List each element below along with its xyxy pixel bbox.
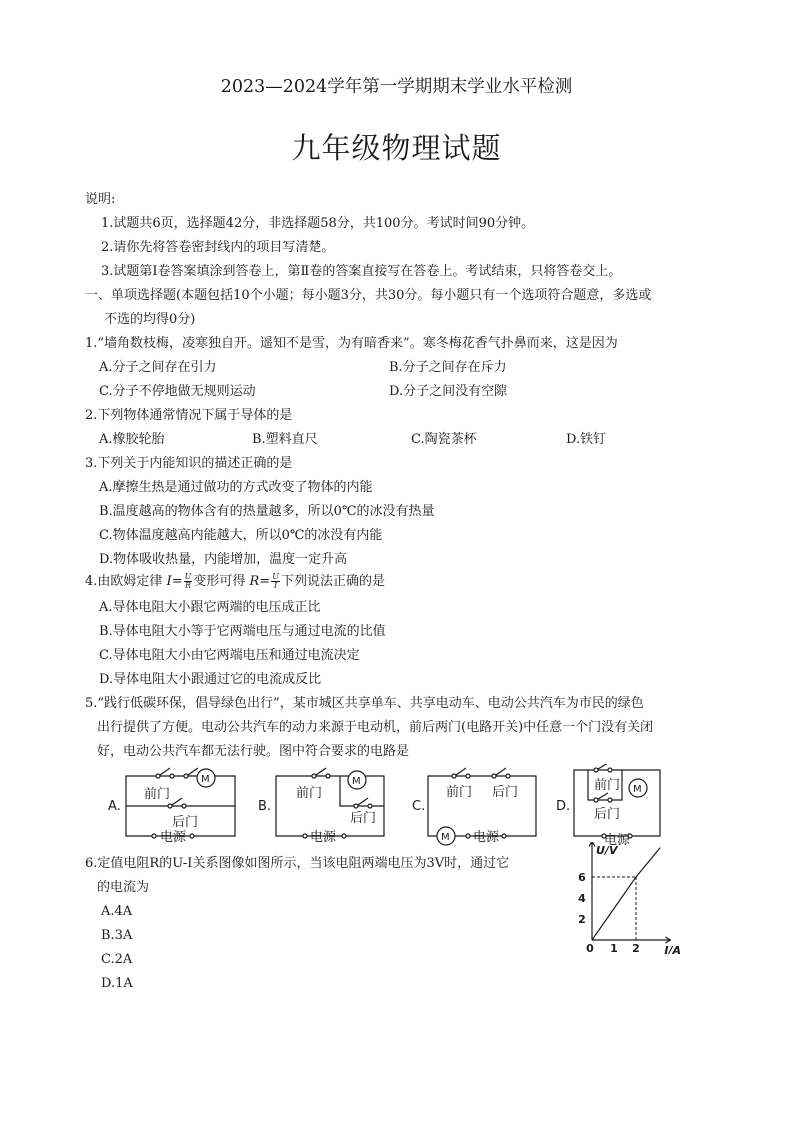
question-4-stem: 4.由欧姆定律 I= $\frac{U}{R}$ 变形可得 R= $\frac{U}{I}$ 下列说法正确的是 [85, 572, 385, 590]
q4-option-c: C.导体电阻大小由它两端电压和通过电流决定 [99, 648, 360, 663]
motor-label: M [441, 832, 450, 843]
q2-option-d: D.铁钉 [566, 432, 607, 447]
q4-option-a: A.导体电阻大小跟它两端的电压成正比 [99, 600, 321, 615]
q6-option-c: C.2A [101, 952, 133, 967]
q4-option-d: D.导体电阻大小跟通过它的电流成反比 [99, 672, 322, 687]
q2-option-c: C.陶瓷茶杯 [411, 432, 477, 447]
q2-option-a: A.橡胶轮胎 [99, 432, 165, 447]
question-2-stem: 2.下列物体通常情况下属于导体的是 [85, 408, 293, 423]
q3-option-c: C.物体温度越高内能越大，所以0℃的冰没有内能 [99, 528, 383, 543]
section-heading: 一、单项选择题(本题包括10个小题；每小题3分，共30分。每小题只有一个选项符合题意，多选或 [85, 288, 652, 303]
power-label: 电源 [604, 833, 631, 848]
question-5-stem-cont: 好，电动公共汽车都无法行驶。图中符合要求的电路是 [97, 744, 410, 759]
x-axis-label: I/A [664, 944, 682, 954]
formula-i: I [166, 574, 172, 589]
question-5-stem-cont: 出行提供了方便。电动公共汽车的动力来源于电动机，前后两门(电路开关)中任意一个门没有关闭 [97, 720, 654, 735]
y-tick-label: 2 [578, 913, 586, 926]
q1-option-d: D.分子之间没有空隙 [389, 384, 508, 399]
question-6-stem-cont: 的电流为 [97, 880, 150, 895]
ui-graph [572, 842, 696, 954]
circuit-c-label: C. [412, 799, 426, 814]
circuit-b [276, 768, 384, 838]
back-door-label: 后门 [594, 807, 621, 822]
motor-label: M [352, 776, 361, 787]
x-tick-label: 0 [586, 942, 594, 954]
question-1-stem: 1.“墙角数枝梅，凌寒独自开。遥知不是雪，为有暗香来”。寒冬梅花香气扑鼻而来，这是因为 [85, 336, 618, 351]
fraction-u-over-i: $\frac{U}{I}$ [272, 572, 279, 590]
instruction-item: 3.试题第Ⅰ卷答案填涂到答卷上，第Ⅱ卷的答案直接写在答卷上。考试结束，只将答卷交上。 [101, 264, 622, 279]
q2-option-b: B.塑料直尺 [252, 432, 318, 447]
exam-title-line2: 九年级物理试题 [291, 131, 502, 165]
circuit-d [574, 764, 660, 838]
section-heading-cont: 不选的均得0分) [104, 312, 196, 327]
circuit-a-label: A. [108, 799, 121, 814]
q1-option-c: C.分子不停地做无规则运动 [99, 384, 256, 399]
q6-option-a: A.4A [101, 904, 133, 919]
q6-option-b: B.3A [101, 928, 133, 943]
fraction-u-over-r: $\frac{U}{R}$ [184, 572, 192, 590]
q3-option-b: B.温度越高的物体含有的热量越多，所以0℃的冰没有热量 [99, 504, 435, 519]
q6-option-d: D.1A [101, 976, 133, 991]
question-5-stem: 5.“践行低碳环保，倡导绿色出行”，某市城区共享单车、共享电动车、电动公共汽车为市民的绿色 [85, 696, 644, 711]
power-label: 电源 [310, 830, 337, 845]
power-label: 电源 [473, 830, 500, 845]
front-door-label: 前门 [594, 778, 621, 793]
front-door-label: 前门 [296, 786, 323, 801]
x-tick-label: 1 [610, 942, 618, 954]
motor-label: M [201, 774, 210, 785]
q1-option-a: A.分子之间存在引力 [99, 360, 217, 375]
instructions-label: 说明: [85, 192, 116, 207]
circuit-d-label: D. [556, 799, 571, 814]
y-axis-label: U/V [596, 844, 618, 857]
q3-option-a: A.摩擦生热是通过做功的方式改变了物体的内能 [99, 480, 373, 495]
power-label: 电源 [160, 830, 187, 845]
q3-option-d: D.物体吸收热量，内能增加，温度一定升高 [99, 552, 348, 567]
y-tick-label: 6 [578, 871, 586, 884]
question-3-stem: 3.下列关于内能知识的描述正确的是 [85, 456, 293, 471]
question-6-stem: 6.定值电阻R的U-I关系图像如图所示，当该电阻两端电压为3V时，通过它 [85, 856, 510, 871]
formula-r: R [249, 574, 260, 589]
front-door-label: 前门 [446, 785, 473, 800]
q5-circuit-diagrams [100, 764, 700, 848]
instruction-item: 1.试题共6页，选择题42分，非选择题58分，共100分。考试时间90分钟。 [101, 216, 535, 231]
instruction-item: 2.请你先将答卷密封线内的项目写清楚。 [101, 240, 335, 255]
series-line [592, 848, 660, 940]
q4-option-b: B.导体电阻大小等于它两端电压与通过电流的比值 [99, 624, 386, 639]
motor-label: M [633, 784, 642, 795]
back-door-label: 后门 [492, 785, 519, 800]
circuit-b-label: B. [258, 799, 272, 814]
q1-option-b: B.分子之间存在斥力 [389, 360, 507, 375]
y-tick-label: 4 [578, 892, 586, 905]
front-door-label: 前门 [144, 787, 171, 802]
back-door-label: 后门 [172, 815, 199, 830]
x-tick-label: 2 [632, 942, 640, 954]
exam-title-line1: 2023—2024学年第一学期期末学业水平检测 [220, 77, 573, 97]
back-door-label: 后门 [350, 811, 377, 826]
